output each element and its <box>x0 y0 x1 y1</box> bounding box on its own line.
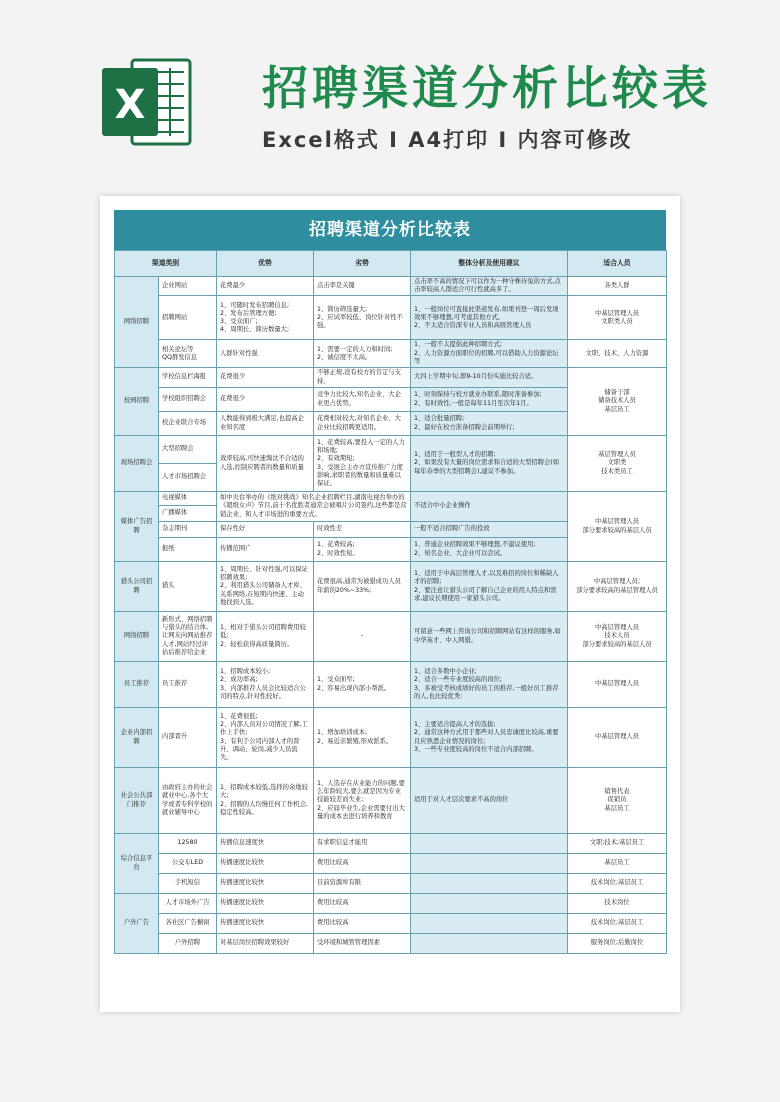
table-row <box>115 368 667 388</box>
spreadsheet <box>114 210 666 954</box>
analysis-cell <box>411 914 568 934</box>
advantage-cell: 人数能得到极大满足,也提高企业知名度 <box>217 412 314 436</box>
analysis-cell: 1、适用于中高层管理人才,以及难招的岗位和稀缺人才的招聘; 2、要注意让猎头公司了解自己企业的用人特点和需求,建议长期使用一家猎头公司。 <box>411 562 568 612</box>
advantage-cell: 效率较高,可快速淘汰不合适的人选,控制应聘者的数量和质量 <box>217 436 314 492</box>
subchannel-cell: 招聘网站 <box>159 296 217 340</box>
suitable-cell: 各类人群 <box>568 277 667 296</box>
page-subtitle: Excel格式 I A4打印 I 内容可修改 <box>262 128 633 152</box>
advantage-cell: 传播速度比较快 <box>217 874 314 894</box>
subchannel-cell: 学校组织招聘会 <box>159 388 217 412</box>
advantage-cell: 传播速度比较快 <box>217 854 314 874</box>
advantage-cell: 如中央台举办的《绝对挑战》知名企业招聘栏目,湖南电视台举办的《超级女声》节目,前十名优胜者通常会被唱片公司签约,这些都是营销企业、和人才市场进的重要方式。 <box>217 492 411 522</box>
table-row <box>115 492 667 506</box>
disadvantage-cell: 费用比较高 <box>314 894 411 914</box>
disadvantage-cell: 1、简历筛选量大; 2、应试率较低、岗位针对性不强。 <box>314 296 411 340</box>
advantage-cell: 人群针对性强 <box>217 340 314 368</box>
suitable-cell: 中基层管理人员 <box>568 662 667 708</box>
analysis-cell: 大四上学期中旬,即9-10月份实施比较合适。 <box>411 368 568 388</box>
analysis-cell: 不适合中小企业操作 <box>411 492 568 522</box>
table-row <box>115 662 667 708</box>
advantage-cell: 花费最少 <box>217 277 314 296</box>
suitable-cell: 储备干部 储备技术人员 基层员工 <box>568 368 667 436</box>
analysis-cell: 可留意一些网上咨询公司和招聘网站有这样的服务,如中华英才、中人网猎。 <box>411 612 568 662</box>
page-title: 招聘渠道分析比较表 <box>262 61 712 115</box>
subchannel-cell: 电视媒体 <box>159 492 217 506</box>
suitable-cell: 文职;技术;基层员工 <box>568 834 667 854</box>
advantage-cell: 花费很少 <box>217 388 314 412</box>
advantage-cell: 传播范围广 <box>217 538 314 562</box>
analysis-cell: 1、适合批量招聘; 2、最好在校方准备招聘会前期举行; <box>411 412 568 436</box>
table-row <box>115 914 667 934</box>
suitable-cell: 技术岗位;基层员工 <box>568 914 667 934</box>
header-channel: 渠道类别 <box>115 251 217 277</box>
advantage-cell: 1、相对于猎头公司招聘费用较低; 2、轻松获得高质量简历。 <box>217 612 314 662</box>
disadvantage-cell: 费用比较高 <box>314 854 411 874</box>
subchannel-cell: 人才市场外广告 <box>159 894 217 914</box>
header-suitable: 适合人员 <box>568 251 667 277</box>
analysis-cell: 1、一般不太提倡此种招聘方式; 2、人力资源方面职位的招聘,可以借助人力资源论坛等 <box>411 340 568 368</box>
analysis-cell <box>411 894 568 914</box>
analysis-cell <box>411 874 568 894</box>
table-row <box>115 277 667 296</box>
suitable-cell: 技术岗位;基层员工 <box>568 874 667 894</box>
subchannel-cell: 12580 <box>159 834 217 854</box>
disadvantage-cell: - <box>314 612 411 662</box>
subchannel-cell: 各社区广告橱窗 <box>159 914 217 934</box>
category-cell: 网络招聘 <box>115 277 159 368</box>
advantage-cell: 传播信息速度快 <box>217 834 314 854</box>
table-row <box>115 562 667 612</box>
table-row <box>115 340 667 368</box>
analysis-cell: 适用于对人才层次要求不高的岗位 <box>411 768 568 834</box>
subchannel-cell: 大型招聘会 <box>159 436 217 464</box>
suitable-cell: 技术岗位 <box>568 894 667 914</box>
subchannel-cell: 内部晋升 <box>159 708 217 768</box>
analysis-cell: 1、主要适合提高人才的选拔; 2、通常这种方式用于那些对人员忠诚度比较高,重要且应熟悉企业情况的岗位; 3、一些专业度较高的岗位不适合内部招聘。 <box>411 708 568 768</box>
disadvantage-cell: 花费相对较大,对知名企业、大企业比较招聘更适用。 <box>314 412 411 436</box>
suitable-cell: 中高层管理人员 技术人员 部分要求较高的基层人员 <box>568 612 667 662</box>
table-header-row <box>115 251 667 277</box>
subchannel-cell: 手机短信 <box>159 874 217 894</box>
table-row <box>115 874 667 894</box>
advantage-cell: 1、招聘成本较低,选择的余地较大; 2、招聘的人均慢任何工作机会,稳定性较高。 <box>217 768 314 834</box>
table-row <box>115 894 667 914</box>
disadvantage-cell: 点击率是关键 <box>314 277 411 296</box>
advantage-cell: 对基层岗位招聘效果较好 <box>217 934 314 954</box>
excel-logo-letter: X <box>114 82 146 128</box>
table-row <box>115 296 667 340</box>
category-cell: 企业内部招聘 <box>115 708 159 768</box>
comparison-table <box>114 250 667 954</box>
subchannel-cell: 广播媒体 <box>159 506 217 522</box>
subchannel-cell: 企业网站 <box>159 277 217 296</box>
category-cell: 综合信息平台 <box>115 834 159 894</box>
disadvantage-cell: 费用比较高 <box>314 914 411 934</box>
category-cell: 媒体广告招聘 <box>115 492 159 562</box>
subchannel-cell: 新形式、网络招聘与猎头的结合体,让网友向网站推荐人才,网站经过评估后推荐给企业 <box>159 612 217 662</box>
category-cell: 现场招聘会 <box>115 436 159 492</box>
promo-header <box>0 0 780 190</box>
subchannel-cell: 人才市场招聘会 <box>159 464 217 492</box>
advantage-cell: 1、花费很低; 2、内部人员对公司情况了解,工作上手快; 3、有利于公司内部人才的晋升、调动、轮岗,减少人员流失。 <box>217 708 314 768</box>
subchannel-cell: 公交车LED <box>159 854 217 874</box>
disadvantage-cell: 目前资源库有限 <box>314 874 411 894</box>
advantage-cell: 1、招聘成本较小; 2、成功率高; 3、内部推荐人员会比较适合公司的特点,针对性较好。 <box>217 662 314 708</box>
header-disadvantage: 劣势 <box>314 251 411 277</box>
disadvantage-cell: 花费很高,通常为被猎成功人员年薪的20%~33%; <box>314 562 411 612</box>
analysis-cell <box>411 854 568 874</box>
sheet-title: 招聘渠道分析比较表 <box>114 210 666 250</box>
advantage-cell: 传播速度比较快 <box>217 914 314 934</box>
advantage-cell: 花费很少 <box>217 368 314 388</box>
disadvantage-cell: 1、受众面窄; 2、容易出现内部小帮派。 <box>314 662 411 708</box>
table-row <box>115 708 667 768</box>
category-cell: 网络招聘 <box>115 612 159 662</box>
disadvantage-cell: 时效性差 <box>314 522 411 538</box>
analysis-cell: 1、普通企业招聘效果不够理想,不建议使用; 2、知名企业、大企业可以尝试。 <box>411 538 568 562</box>
table-row <box>115 768 667 834</box>
analysis-cell: 1、一般岗位可直接此渠道发布,如果刊登一周后发现效果不够理想,可考虑其他方式。 2、不太适合资深专业人员和高级管理人员 <box>411 296 568 340</box>
analysis-cell: 一般不适合招聘广告的投放 <box>411 522 568 538</box>
suitable-cell: 基层员工 <box>568 854 667 874</box>
suitable-cell: 中高层管理人员; 部分要求较高的基层管理人员 <box>568 562 667 612</box>
disadvantage-cell: 1、需要一定的人力和时间; 2、诚信度不太高。 <box>314 340 411 368</box>
category-cell: 校园招聘 <box>115 368 159 436</box>
category-cell: 社会公共部门推荐 <box>115 768 159 834</box>
header-advantage: 优势 <box>217 251 314 277</box>
table-row <box>115 934 667 954</box>
subchannel-cell: 报纸 <box>159 538 217 562</box>
analysis-cell <box>411 934 568 954</box>
table-row <box>115 436 667 464</box>
disadvantage-cell: 1、花费较高,要投入一定的人力和场地; 2、有效期短; 3、受展会主办方宣传推广力度影响,求职者的数量和质量难以保证。 <box>314 436 411 492</box>
subchannel-cell: 杂志期刊 <box>159 522 217 538</box>
subchannel-cell: 由政府主办的社会就业中心,各个大学或者专科学校的就业辅导中心 <box>159 768 217 834</box>
analysis-cell: 1、适合多数中小企业; 2、适合一些专业度较高的岗位; 3、多被受考核成绩好的员工的推荐,一般好员工推荐的人,也比较优秀; <box>411 662 568 708</box>
header-analysis: 整体分析及使用建议 <box>411 251 568 277</box>
suitable-cell: 中基层管理人员 <box>568 708 667 768</box>
disadvantage-cell: 1、增加培训成本; 2、易近亲繁殖,形成派系。 <box>314 708 411 768</box>
subchannel-cell: 员工推荐 <box>159 662 217 708</box>
disadvantage-cell: 竞争力比较大,知名企业、大企业更占优势。 <box>314 388 411 412</box>
disadvantage-cell: 1、人选存在从业能力的问题,要么年龄较大,要么就是因为专业技能较差而失业; 2、应届毕业生,企业需要付出大量的成本去进行培养和教育 <box>314 768 411 834</box>
suitable-cell: 基层管理人员 文职类 技术类员工 <box>568 436 667 492</box>
subchannel-cell: 户外招聘 <box>159 934 217 954</box>
subchannel-cell: 猎头 <box>159 562 217 612</box>
suitable-cell: 销售代表 促销员 基层员工 <box>568 768 667 834</box>
disadvantage-cell: 不够正规,没有校方的肯定与支持。 <box>314 368 411 388</box>
category-cell: 户外广告 <box>115 894 159 954</box>
subchannel-cell: 学校信息栏海报 <box>159 368 217 388</box>
document-page <box>100 196 680 1012</box>
subchannel-cell: 校企业联合专场 <box>159 412 217 436</box>
category-cell: 猎头公司招聘 <box>115 562 159 612</box>
analysis-cell: 1、时刻保持与校方就业办联系,随时准备参加; 2、有时效性,一般是每年11月至次年1月。 <box>411 388 568 412</box>
subchannel-cell: 相关论坛等 QQ群发信息 <box>159 340 217 368</box>
table-row <box>115 854 667 874</box>
advantage-cell: 传播速度比较快 <box>217 894 314 914</box>
advantage-cell: 1、可随时发布招聘信息; 2、发布后管理方便; 3、受众面广; 4、周期长、简历数量大; <box>217 296 314 340</box>
excel-icon <box>98 54 194 150</box>
analysis-cell <box>411 834 568 854</box>
table-row <box>115 834 667 854</box>
disadvantage-cell: 1、花费较高; 2、时效性短。 <box>314 538 411 562</box>
suitable-cell: 服务岗位;后勤岗位 <box>568 934 667 954</box>
analysis-cell: 1、适用于一般型人才的招聘; 2、如果没有大量的岗位需求和合适的大型招聘会(如每年春季的大型招聘会),建议不参加。 <box>411 436 568 492</box>
suitable-cell: 中基层管理人员 文职类人员 <box>568 296 667 340</box>
disadvantage-cell: 有求职信息才能用 <box>314 834 411 854</box>
disadvantage-cell: 受环境和城管管理因素 <box>314 934 411 954</box>
table-row <box>115 612 667 662</box>
analysis-cell: 点击率不高的情况下可以作为一种守株待兔的方式,点击率较高人群适合可行性就高多了。 <box>411 277 568 296</box>
category-cell: 员工推荐 <box>115 662 159 708</box>
suitable-cell: 中基层管理人员 部分要求较高的基层人员 <box>568 492 667 562</box>
advantage-cell: 1、周期长、针对性强,可以保证招聘效果; 2、利用猎头公司储备人才库、关系网络,在短期内快速、主动地找到人选。 <box>217 562 314 612</box>
advantage-cell: 保存性好 <box>217 522 314 538</box>
suitable-cell: 文职、技术、人力资源 <box>568 340 667 368</box>
